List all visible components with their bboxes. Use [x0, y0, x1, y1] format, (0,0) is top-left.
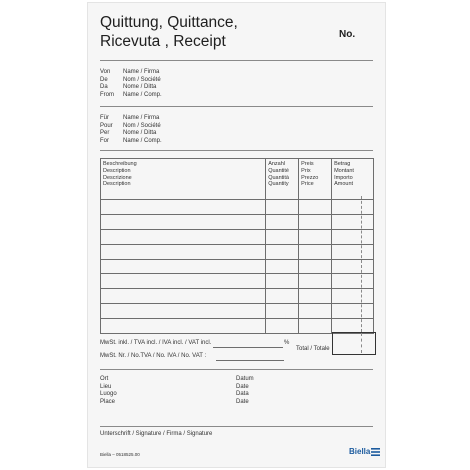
cell-price[interactable]	[299, 319, 332, 334]
vat-percent-line[interactable]	[213, 347, 283, 348]
article-number: Biella – 0518525.00	[100, 452, 140, 457]
cell-description[interactable]	[101, 200, 266, 215]
header-text: Importo	[334, 174, 353, 181]
place-label: Place	[100, 398, 116, 405]
cell-price[interactable]	[299, 214, 332, 229]
from-field-label: Nome / Ditta	[123, 84, 157, 90]
cell-amount[interactable]	[332, 259, 374, 274]
cell-price[interactable]	[299, 200, 332, 215]
total-cents-separator	[361, 333, 362, 353]
from-field-label: Nom / Société	[123, 76, 161, 83]
header-text: Quantità	[268, 174, 289, 181]
cell-quantity[interactable]	[266, 244, 299, 259]
vat-included-label: MwSt. inkl. / TVA incl. / IVA incl. / VAT incl.	[100, 340, 212, 346]
table-row	[101, 274, 374, 289]
header-text: Description	[103, 181, 131, 188]
cell-quantity[interactable]	[266, 319, 299, 334]
table-header-row	[101, 159, 374, 200]
cell-price[interactable]	[299, 304, 332, 319]
header-text: Amount	[334, 181, 354, 188]
cell-amount[interactable]	[332, 200, 374, 215]
divider-top	[100, 60, 373, 61]
for-field-label: Name / Firma	[123, 115, 160, 121]
from-field-label: Name / Comp.	[123, 91, 162, 98]
cell-price[interactable]	[299, 289, 332, 304]
table-row	[101, 289, 374, 304]
place-label: Luogo	[100, 391, 117, 397]
cell-description[interactable]	[101, 229, 266, 244]
brand-logo	[349, 447, 380, 456]
table-row	[101, 214, 374, 229]
cell-amount[interactable]	[332, 304, 374, 319]
cell-description[interactable]	[101, 244, 266, 259]
table-row	[101, 304, 374, 319]
cell-quantity[interactable]	[266, 304, 299, 319]
date-label: Data	[236, 391, 249, 397]
table-row	[101, 259, 374, 274]
for-field-label: Name / Comp.	[123, 137, 162, 144]
cell-quantity[interactable]	[266, 229, 299, 244]
cell-description[interactable]	[101, 304, 266, 319]
header-text: Descrizione	[103, 174, 132, 181]
cell-amount[interactable]	[332, 214, 374, 229]
header-text: Description	[103, 167, 131, 174]
cell-quantity[interactable]	[266, 200, 299, 215]
cell-description[interactable]	[101, 274, 266, 289]
title-line-2: Ricevuta , Receipt	[100, 33, 226, 50]
for-field-label: Nom / Société	[123, 122, 161, 129]
for-lang-label: For	[100, 137, 109, 144]
cell-amount[interactable]	[332, 229, 374, 244]
items-table	[100, 158, 374, 334]
for-field-label: Nome / Ditta	[123, 130, 157, 136]
date-label: Date	[236, 383, 249, 390]
header-text: Prix	[301, 167, 311, 174]
header-text: Betrag	[334, 161, 351, 167]
cell-description[interactable]	[101, 319, 266, 334]
cell-quantity[interactable]	[266, 214, 299, 229]
date-label: Datum	[236, 376, 254, 382]
cell-price[interactable]	[299, 274, 332, 289]
header-amount	[332, 159, 374, 200]
date-label: Date	[236, 398, 249, 405]
total-amount-box[interactable]	[332, 332, 376, 355]
cell-price[interactable]	[299, 229, 332, 244]
receipt-form	[87, 2, 386, 468]
for-lang-label: Pour	[100, 122, 113, 129]
brand-mark-icon	[371, 448, 380, 456]
from-lang-label: Von	[100, 69, 111, 75]
from-block	[100, 69, 162, 99]
divider-vat	[100, 369, 373, 370]
divider-signature	[100, 426, 373, 427]
divider-for	[100, 150, 373, 151]
header-text: Beschreibung	[103, 161, 137, 167]
cell-quantity[interactable]	[266, 259, 299, 274]
header-text: Anzahl	[268, 161, 286, 167]
divider-from	[100, 106, 373, 107]
cell-quantity[interactable]	[266, 289, 299, 304]
place-label: Lieu	[100, 383, 112, 390]
place-label: Ort	[100, 376, 109, 382]
vat-number-line[interactable]	[216, 360, 284, 361]
header-text: Quantity	[268, 181, 289, 188]
total-label: Total / Totale	[296, 346, 330, 352]
header-description	[101, 159, 266, 200]
cell-quantity[interactable]	[266, 274, 299, 289]
from-lang-label: From	[100, 91, 114, 98]
percent-sign: %	[284, 340, 290, 346]
header-quantity	[266, 159, 299, 200]
from-lang-label: Da	[100, 84, 108, 90]
cell-description[interactable]	[101, 214, 266, 229]
header-text: Montant	[334, 167, 354, 174]
header-text: Preis	[301, 161, 314, 167]
header-text: Price	[301, 181, 314, 188]
header-text: Prezzo	[301, 174, 319, 181]
signature-label: Unterschrift / Signature / Firma / Signature	[100, 431, 213, 437]
cell-amount[interactable]	[332, 289, 374, 304]
for-block	[100, 115, 162, 145]
cell-description[interactable]	[101, 259, 266, 274]
brand-name: Biella	[349, 447, 371, 456]
table-row	[101, 229, 374, 244]
vat-number-label: MwSt. Nr. / No.TVA / No. IVA / No. VAT :	[100, 353, 207, 359]
title-line-1: Quittung, Quittance,	[100, 14, 238, 31]
from-lang-label: De	[100, 76, 108, 83]
header-text: Quantité	[268, 167, 289, 174]
table-row	[101, 200, 374, 215]
cell-description[interactable]	[101, 289, 266, 304]
cents-separator	[361, 196, 362, 332]
cell-amount[interactable]	[332, 244, 374, 259]
for-lang-label: Für	[100, 115, 109, 121]
cell-price[interactable]	[299, 244, 332, 259]
date-labels	[236, 376, 254, 406]
number-label: No.	[339, 29, 356, 40]
cell-price[interactable]	[299, 259, 332, 274]
place-labels	[100, 376, 117, 406]
header-price	[299, 159, 332, 200]
from-field-label: Name / Firma	[123, 69, 160, 75]
for-lang-label: Per	[100, 130, 110, 136]
table-row	[101, 244, 374, 259]
cell-amount[interactable]	[332, 274, 374, 289]
